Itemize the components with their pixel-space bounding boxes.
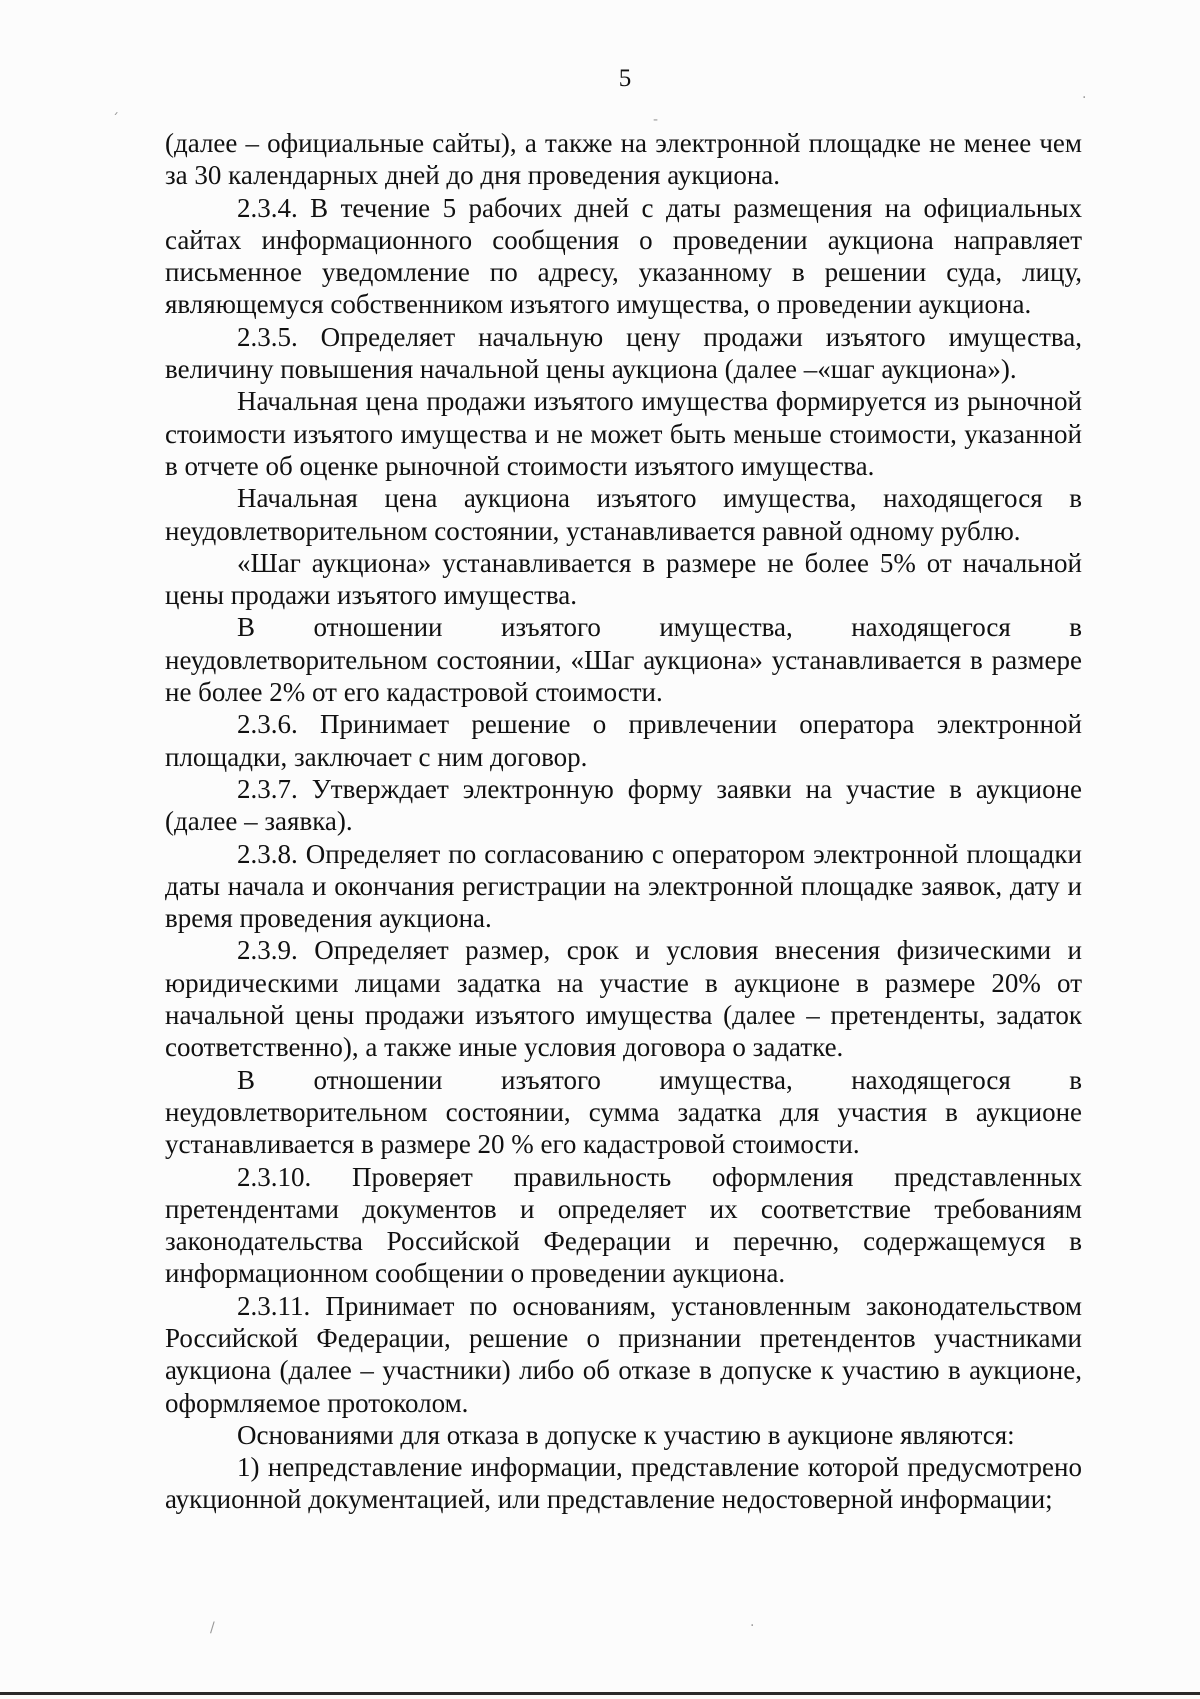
paragraph-initial-price: Начальная цена продажи изъятого имущества формируется из рыночной стоимости изъятого имущества и не может быть меньше стоимости, указанной в отчете об оценке рыночной стоимости изъятого имущества. (165, 386, 1082, 481)
paragraph-2-3-5: 2.3.5. Определяет начальную цену продажи изъятого имущества, величину повышения начальной цены аукциона (далее –«шаг аукциона»). (165, 321, 1082, 385)
paragraph-refusal-grounds: Основаниями для отказа в допуске к участию в аукционе являются: (237, 1419, 1015, 1450)
paragraph-auction-step-poor-condition: В отношении изъятого имущества, находящегося в неудовлетворительном состоянии, «Шаг аукциона» устанавливается в размере не более 2% от его кадастровой стоимости. (165, 612, 1082, 708)
document-body (165, 127, 1082, 1516)
paragraph-deposit-poor-condition: В отношении изъятого имущества, находящегося в неудовлетворительном состоянии, сумма задатка для участия в аукционе устанавливается в размере 20 % его кадастровой стоимости. (165, 1064, 1082, 1160)
paragraph-2-3-8: 2.3.8. Определяет по согласованию с оператором электронной площадки даты начала и окончания регистрации на электронной площадке заявок, дату и время проведения аукциона. (165, 838, 1082, 934)
scan-speck: - (653, 112, 659, 128)
paragraph-official-sites: (далее – официальные сайты), а также на электронной площадке не менее чем за 30 календарных дней до дня проведения аукциона. (165, 128, 1082, 191)
list-item-1: 1) непредставление информации, представление которой предусмотрено аукционной документацией, или представление недостоверной информации; (165, 1452, 1082, 1515)
scan-speck: / (210, 1620, 215, 1636)
paragraph-2-3-4: 2.3.4. В течение 5 рабочих дней с даты размещения на официальных сайтах информационного сообщения о проведении аукциона направляет письменное уведомление по адресу, указанному в решении суда, лицу, являющемуся собственником изъятого имущества, о проведении аукциона. (165, 192, 1082, 320)
scan-speck: · (750, 1618, 755, 1634)
paragraph-2-3-10: 2.3.10. Проверяет правильность оформления представленных претендентами документов и определяет их соответствие требованиям законодательства Российской Федерации и перечню, содержащемуся в информационном сообщении о проведении аукциона. (165, 1161, 1082, 1289)
paragraph-auction-step: «Шаг аукциона» устанавливается в размере не более 5% от начальной цены продажи изъятого имущества. (165, 547, 1082, 611)
paragraph-initial-price-poor-condition: Начальная цена аукциона изъятого имущества, находящегося в неудовлетворительном состоянии, устанавливается равной одному рублю. (165, 483, 1082, 546)
paragraph-2-3-9: 2.3.9. Определяет размер, срок и условия внесения физическими и юридическими лицами задатка на участие в аукционе в размере 20% от начальной цены продажи изъятого имущества (далее – претенденты, задаток соответственно), а также иные условия договора о задатке. (165, 935, 1082, 1063)
paragraph-2-3-7: 2.3.7. Утверждает электронную форму заявки на участие в аукционе (далее – заявка). (165, 773, 1082, 837)
page-number: 5 (618, 65, 632, 92)
scan-bottom-edge (0, 1692, 1200, 1695)
paragraph-2-3-11: 2.3.11. Принимает по основаниям, установленным законодательством Российской Федерации, решение о признании претендентов участниками аукциона (далее – участники) либо об отказе в допуске к участию в аукционе, оформляемое протоколом. (165, 1290, 1082, 1418)
paragraph-2-3-6: 2.3.6. Принимает решение о привлечении оператора электронной площадки, заключает с ним договор. (165, 709, 1082, 772)
scan-speck: · (1082, 90, 1087, 106)
scan-speck: ´ (112, 112, 119, 128)
